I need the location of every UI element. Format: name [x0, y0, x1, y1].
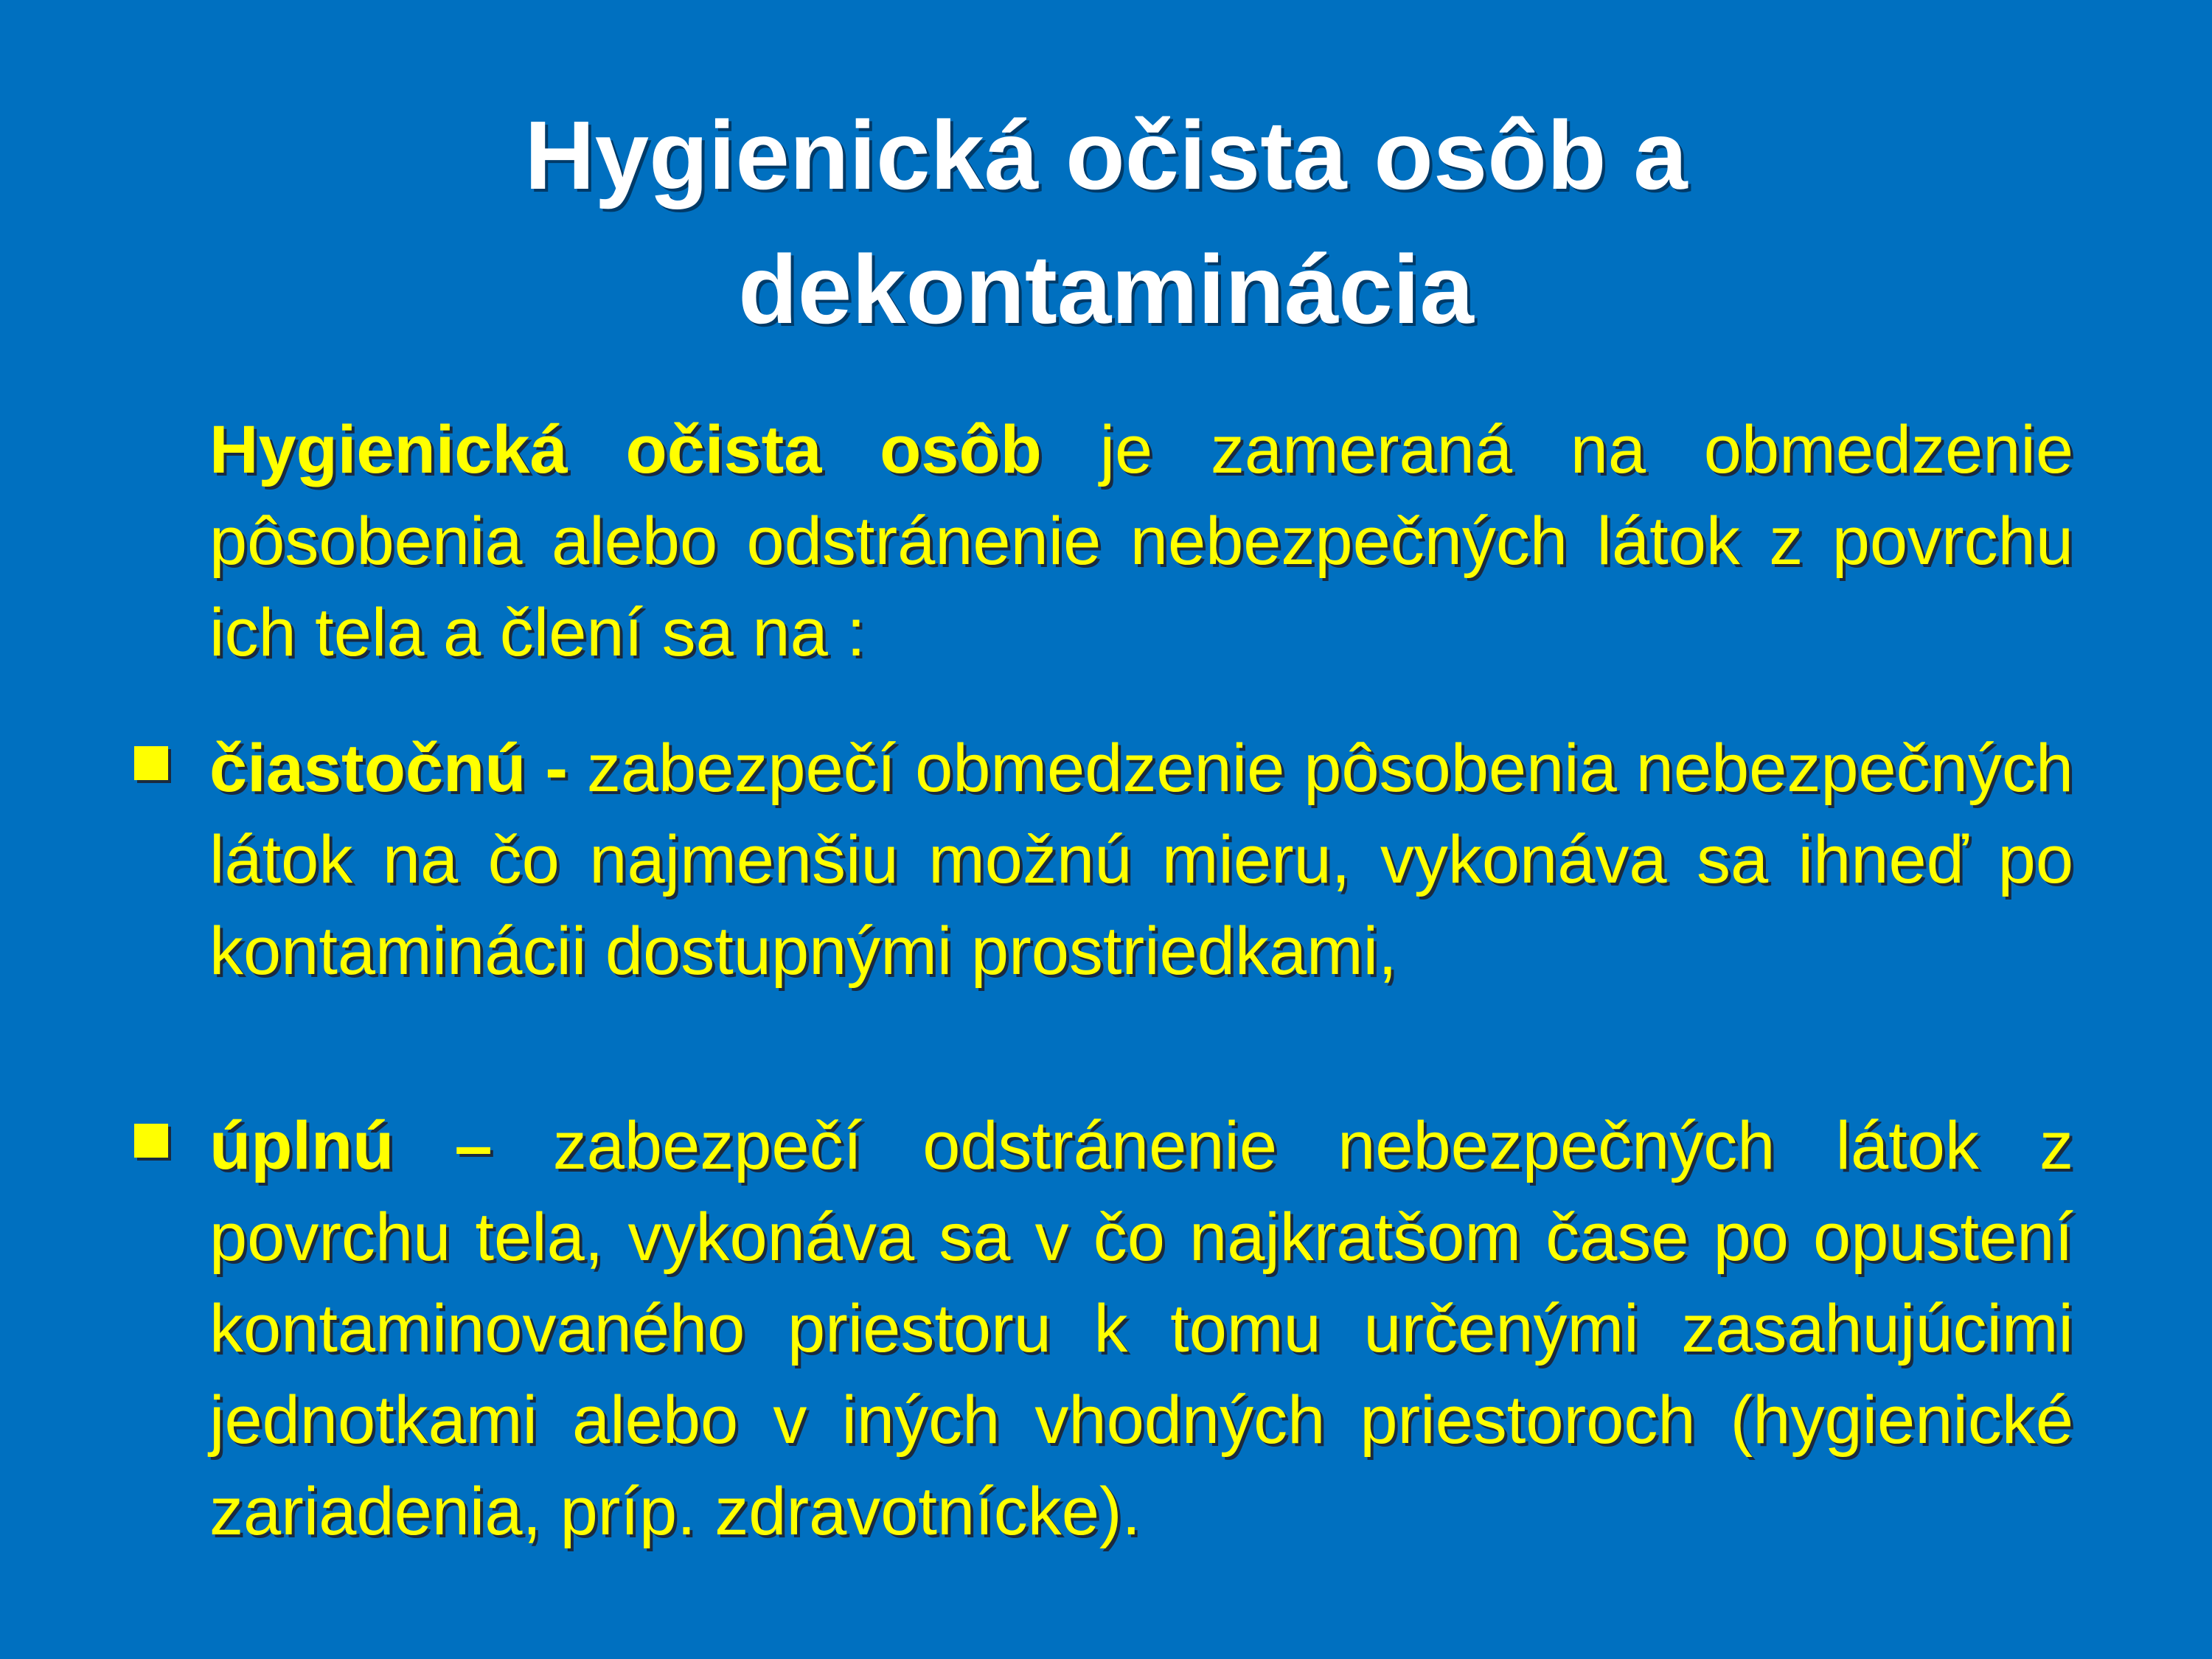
slide-title — [0, 88, 2212, 357]
list-item-text: zabezpečí odstránenie nebezpečných látok z povrchu tela, vykonáva sa v čo najkratšom čase po opustení kontaminovaného priestoru k tomu určenými zasahujúcimi jednotkami alebo v iných vhodných priestoroch (hygienické zariadenia, príp. zdravotnícke). — [209, 1108, 2073, 1549]
intro-text: je zameraná na obmedzenie pôsobenia alebo odstránenie nebezpečných látok z povrchu ich tela a člení sa na : — [209, 412, 2073, 670]
square-bullet-icon — [134, 1124, 168, 1158]
list-item-separator: – — [394, 1108, 553, 1183]
list-item-term: úplnú — [209, 1108, 394, 1183]
list-item-full — [209, 1100, 2073, 1557]
title-line-1: Hygienická očista osôb a — [524, 101, 1688, 209]
intro-paragraph — [209, 404, 2073, 678]
list-item-separator: - — [526, 731, 587, 806]
intro-bold-term: Hygienická očista osôb — [209, 412, 1042, 487]
title-line-2: dekontaminácia — [738, 235, 1474, 344]
square-bullet-icon — [134, 746, 168, 780]
list-item-partial — [209, 723, 2073, 997]
list-item-term: čiastočnú — [209, 731, 526, 806]
list-item-text: zabezpečí obmedzenie pôsobenia nebezpečných látok na čo najmenšiu možnú mieru, vykonáva sa ihneď po kontaminácii dostupnými prostriedkami, — [209, 731, 2073, 989]
